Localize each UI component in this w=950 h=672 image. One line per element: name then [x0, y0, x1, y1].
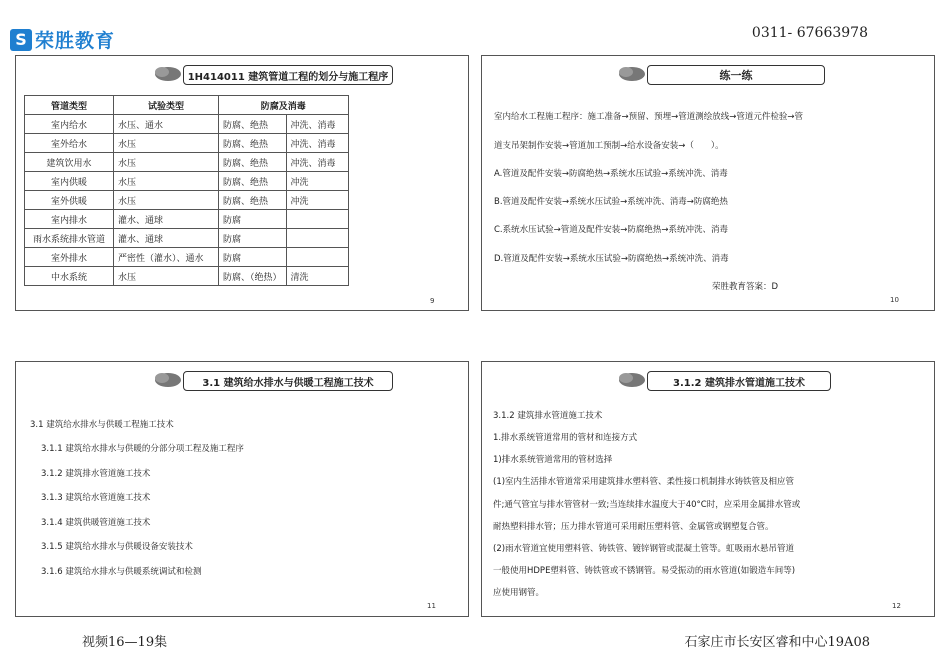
table-cell: 防腐: [219, 210, 287, 229]
content-line: (1)室内生活排水管道常采用建筑排水塑料管、柔性接口机制排水铸铁管及相应管: [493, 477, 795, 487]
answer-text: 荣胜教育答案：D: [712, 282, 779, 292]
table-cell: 防腐、绝热: [219, 191, 287, 210]
page-number: 11: [427, 602, 436, 610]
table-cell: 灌水、通球: [114, 210, 219, 229]
slide-11: [15, 361, 469, 617]
list-item: 3.1.1 建筑给水排水与供暖的分部分项工程及施工程序: [41, 444, 244, 454]
table-cell: 水压: [114, 267, 219, 286]
table-cell: 冲洗: [286, 191, 348, 210]
table-cell: [286, 229, 348, 248]
table-cell: 室内排水: [25, 210, 114, 229]
table-cell: 室外排水: [25, 248, 114, 267]
option-b: B.管道及配件安装→系统水压试验→系统冲洗、消毒→防腐绝热: [494, 197, 728, 207]
logo-text: 荣胜教育: [35, 30, 116, 52]
phone-number: 0311- 67663978: [751, 25, 868, 41]
table-cell: 清洗: [286, 267, 348, 286]
table-cell: 防腐、绝热: [219, 153, 287, 172]
table-cell: 冲洗、消毒: [286, 115, 348, 134]
list-item: 3.1.4 建筑供暖管道施工技术: [41, 518, 151, 528]
content-line: (2)雨水管道宜使用塑料管、铸铁管、镀锌钢管或混凝土管等。虹吸雨水悬吊管道: [493, 544, 795, 554]
slide-title: 3.1 建筑给水排水与供暖工程施工技术: [183, 371, 393, 391]
table-cell: 水压: [114, 191, 219, 210]
table-row: [25, 210, 349, 229]
table-row: [25, 134, 349, 153]
slide-10: [481, 55, 935, 311]
table-cell: 室外供暖: [25, 191, 114, 210]
table-cell: 水压: [114, 134, 219, 153]
slide-title: 练一练: [647, 65, 825, 85]
cloud-icon: [616, 370, 646, 388]
table-cell: 室内供暖: [25, 172, 114, 191]
table-row: [25, 267, 349, 286]
content-line: 一般使用HDPE塑料管、铸铁管或不锈钢管。易受振动的雨水管道(如锻造车间等): [493, 566, 796, 576]
page-number: 10: [890, 296, 899, 304]
section-heading: 3.1 建筑给水排水与供暖工程施工技术: [30, 420, 174, 430]
table-row: [25, 229, 349, 248]
table-row: [25, 153, 349, 172]
brand-logo: [10, 26, 115, 53]
slide-12: [481, 361, 935, 617]
list-item: 3.1.6 建筑给水排水与供暖系统调试和检测: [41, 567, 202, 577]
list-item: 3.1.2 建筑排水管道施工技术: [41, 469, 151, 479]
table-cell: 水压: [114, 153, 219, 172]
content-line: 耐热塑料排水管；压力排水管道可采用耐压塑料管、金属管或钢塑复合管。: [493, 522, 774, 532]
table-cell: 室内给水: [25, 115, 114, 134]
list-item: 3.1.3 建筑给水管道施工技术: [41, 493, 151, 503]
cloud-icon: [152, 64, 182, 82]
table-cell: 灌水、通球: [114, 229, 219, 248]
table-cell: 室外给水: [25, 134, 114, 153]
logo-icon: S: [10, 29, 32, 51]
table-header-row: [25, 96, 349, 115]
table-cell: 中水系统: [25, 267, 114, 286]
table-cell: 雨水系统排水管道: [25, 229, 114, 248]
table-cell: 水压: [114, 172, 219, 191]
content-line: 3.1.2 建筑排水管道施工技术: [493, 411, 603, 421]
content-line: 1.排水系统管道常用的管材和连接方式: [493, 433, 638, 443]
table-cell: 防腐: [219, 248, 287, 267]
option-a: A.管道及配件安装→防腐绝热→系统水压试验→系统冲洗、消毒: [494, 169, 728, 179]
header-anticorrosion: 防腐及消毒: [219, 96, 349, 115]
footer-video-range: 视频16—19集: [82, 635, 168, 650]
content-line: 件;通气管宜与排水管管材一致;当连续排水温度大于40°C时，应采用金属排水管或: [493, 500, 801, 510]
table-row: [25, 248, 349, 267]
cloud-icon: [152, 370, 182, 388]
slide-title: 3.1.2 建筑排水管道施工技术: [647, 371, 831, 391]
option-c: C.系统水压试验→管道及配件安装→防腐绝热→系统冲洗、消毒: [494, 225, 729, 235]
table-cell: [286, 210, 348, 229]
table-cell: 冲洗: [286, 172, 348, 191]
content-line: 应使用钢管。: [493, 588, 545, 598]
table-row: [25, 115, 349, 134]
question-line: 道支吊架制作安装→管道加工预制→给水设备安装→（ ）。: [494, 141, 724, 151]
slide-9: [15, 55, 469, 311]
header-test-type: 试验类型: [114, 96, 219, 115]
page-number: 12: [892, 602, 901, 610]
table-row: [25, 191, 349, 210]
table-cell: 水压、通水: [114, 115, 219, 134]
slide-title: 1H414011 建筑管道工程的划分与施工程序: [183, 65, 393, 85]
table-cell: 冲洗、消毒: [286, 134, 348, 153]
table-cell: 防腐、（绝热）: [219, 267, 287, 286]
cloud-icon: [616, 64, 646, 82]
table-cell: 防腐、绝热: [219, 134, 287, 153]
table-cell: 防腐: [219, 229, 287, 248]
table-row: [25, 172, 349, 191]
question-line: 室内给水工程施工程序：施工准备→预留、预埋→管道测绘放线→管道元件检验→管: [494, 112, 803, 122]
table-cell: 建筑饮用水: [25, 153, 114, 172]
table-cell: 严密性（灌水）、通水: [114, 248, 219, 267]
table-cell: [286, 248, 348, 267]
header-pipe-type: 管道类型: [25, 96, 114, 115]
page-number: 9: [430, 297, 435, 305]
list-item: 3.1.5 建筑给水排水与供暖设备安装技术: [41, 542, 193, 552]
pipe-test-table: [24, 95, 349, 286]
footer-address: 石家庄市长安区睿和中心19A08: [684, 635, 870, 650]
option-d: D.管道及配件安装→系统水压试验→防腐绝热→系统冲洗、消毒: [494, 254, 729, 264]
content-line: 1)排水系统管道常用的管材选择: [493, 455, 613, 465]
table-cell: 冲洗、消毒: [286, 153, 348, 172]
table-cell: 防腐、绝热: [219, 115, 287, 134]
table-cell: 防腐、绝热: [219, 172, 287, 191]
